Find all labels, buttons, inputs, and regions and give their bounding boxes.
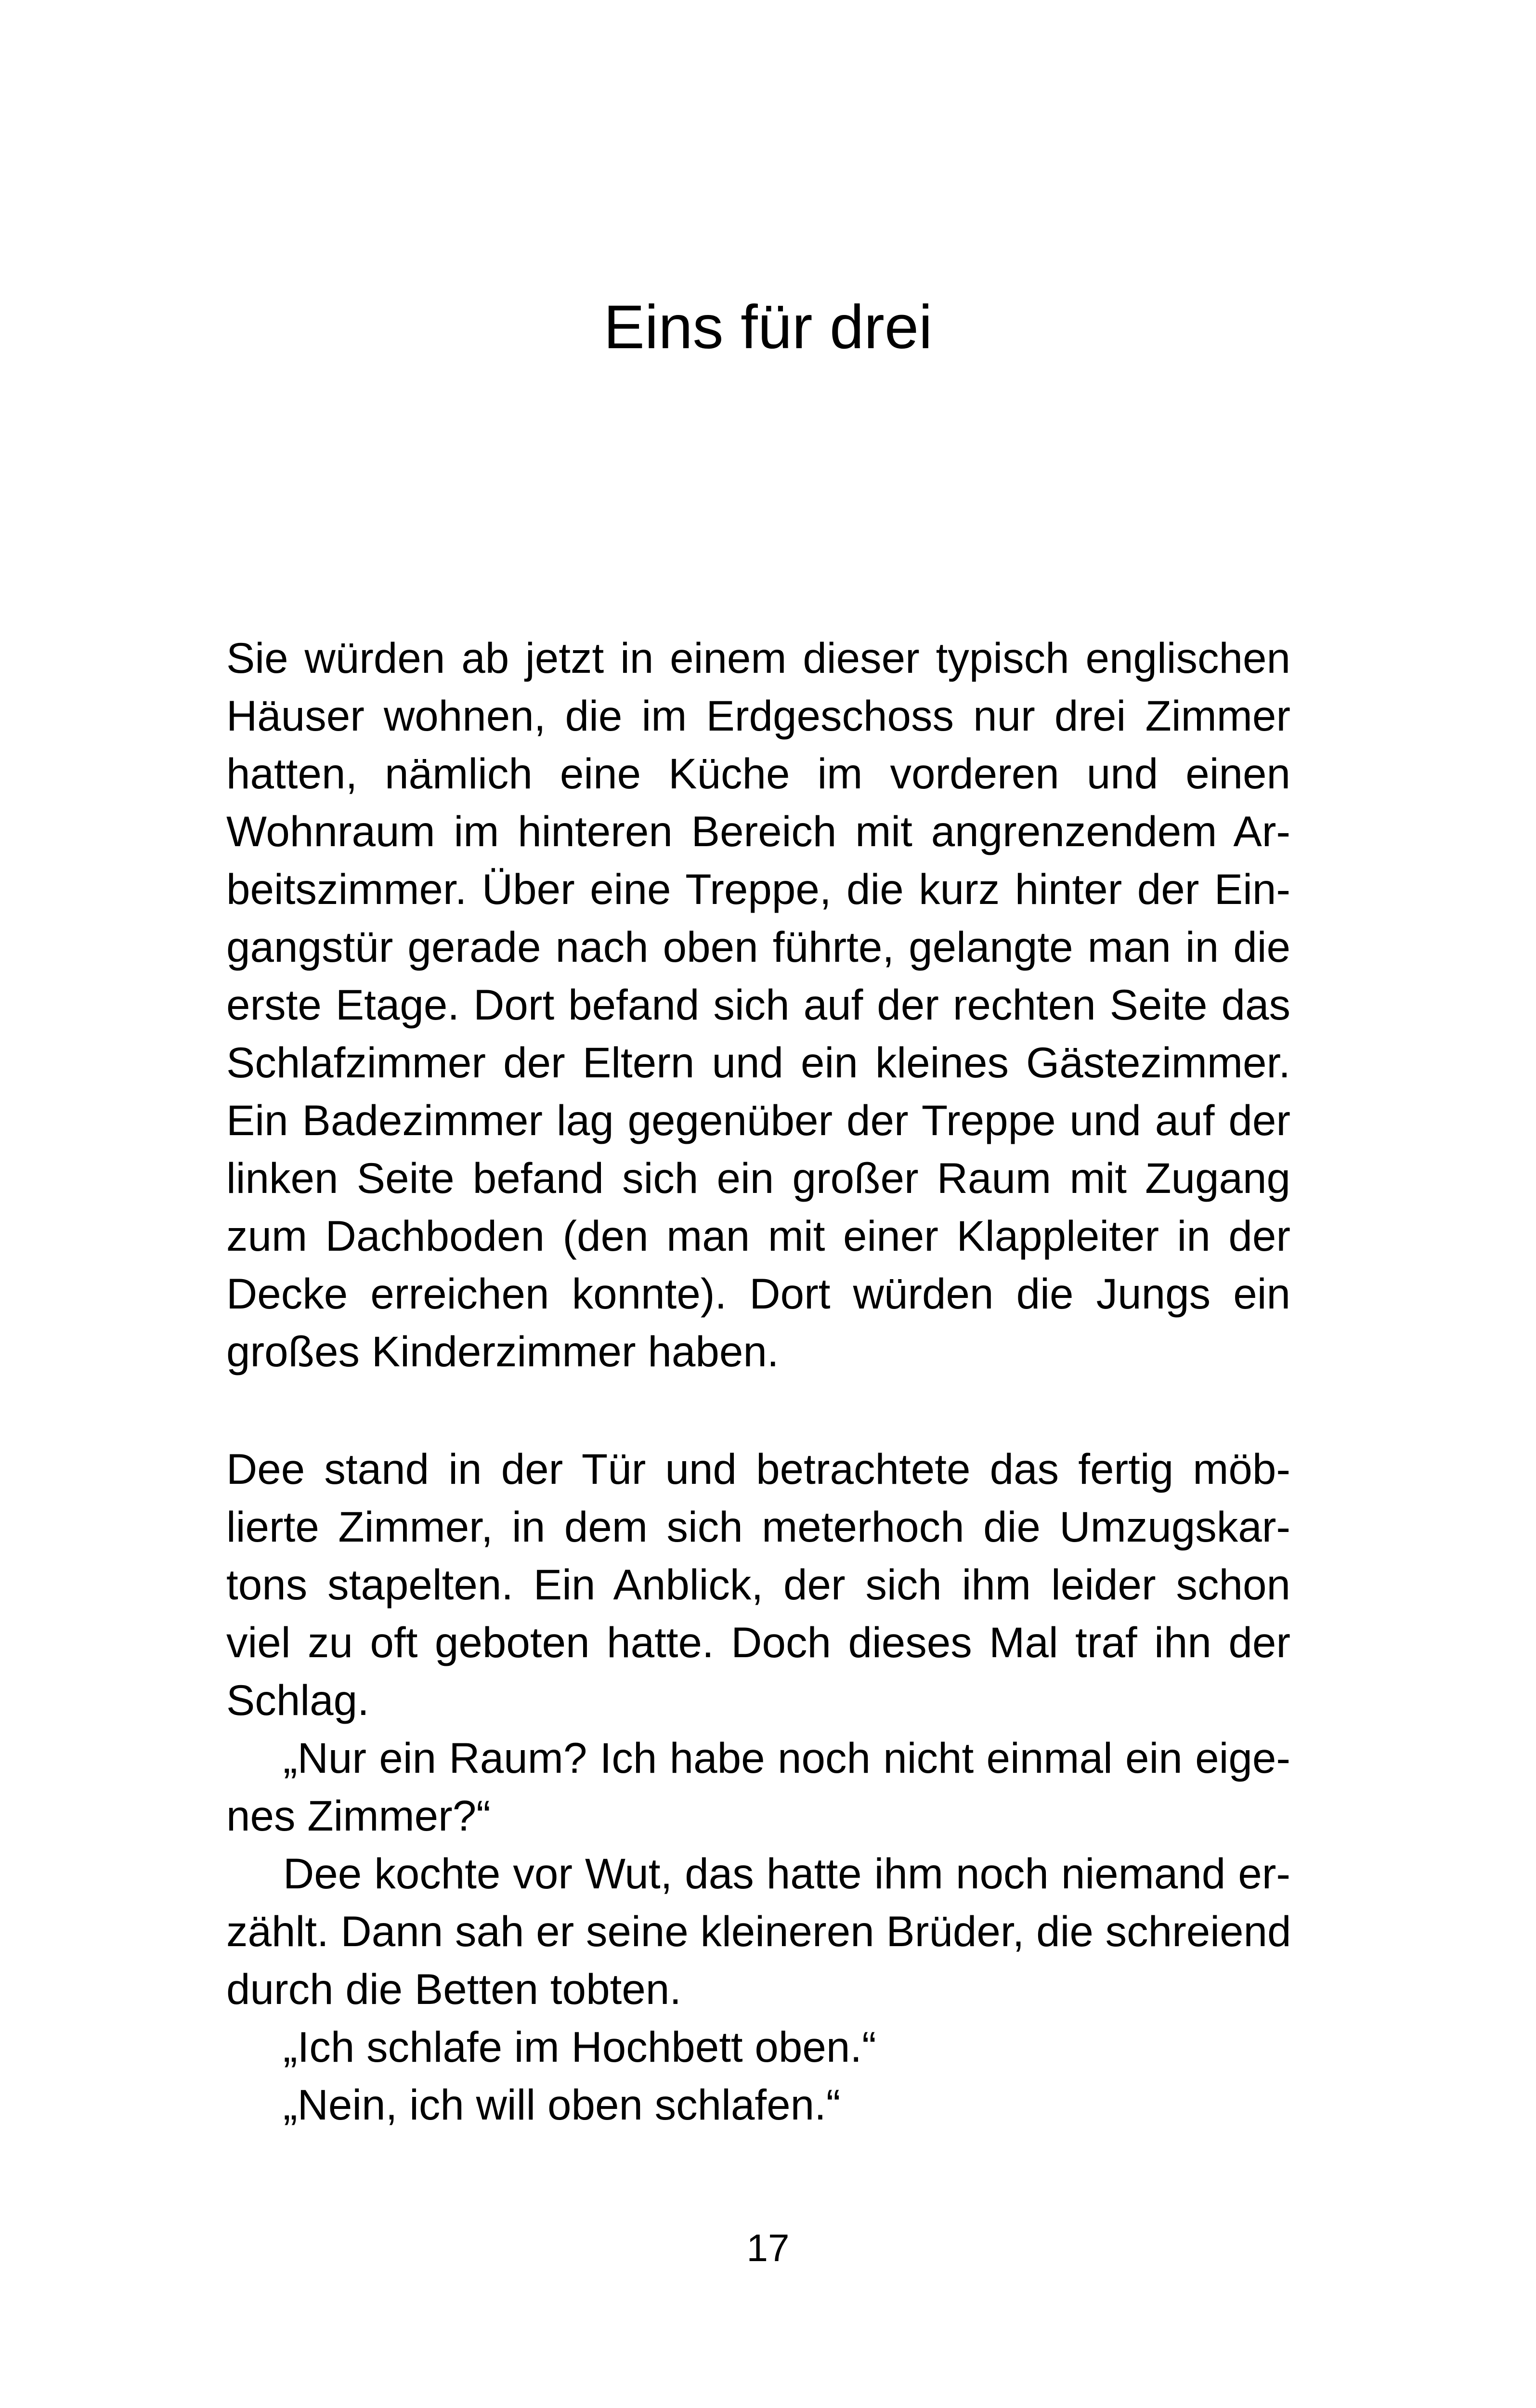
text-line: Decke erreichen konnte). Dort würden die Jungs ein xyxy=(226,1269,1290,1318)
text-line: „Ich schlafe im Hochbett oben.“ xyxy=(283,2023,876,2071)
text-line: Sie würden ab jetzt in einem dieser typisch englischen xyxy=(226,634,1290,682)
text-line: Häuser wohnen, die im Erdgeschoss nur drei Zimmer xyxy=(226,692,1290,740)
page-number: 17 xyxy=(746,2226,790,2269)
text-line: Dee stand in der Tür und betrachtete das fertig möb- xyxy=(226,1445,1290,1493)
text-line: großes Kinderzimmer haben. xyxy=(226,1327,779,1375)
text-line: durch die Betten tobten. xyxy=(226,1965,682,2013)
text-line: nes Zimmer?“ xyxy=(226,1792,491,1840)
text-line: zählt. Dann sah er seine kleineren Brüder, die schreiend xyxy=(226,1907,1291,1955)
text-line: Dee kochte vor Wut, das hatte ihm noch niemand er- xyxy=(283,1849,1290,1898)
text-line: Schlafzimmer der Eltern und ein kleines Gästezimmer. xyxy=(226,1038,1290,1086)
chapter-title: Eins für drei xyxy=(603,293,933,362)
text-line: hatten, nämlich eine Küche im vorderen und einen xyxy=(226,749,1290,798)
text-line: tons stapelten. Ein Anblick, der sich ihm leider schon xyxy=(226,1560,1290,1609)
text-line: „Nur ein Raum? Ich habe noch nicht einmal ein eige- xyxy=(283,1734,1290,1782)
text-line: „Nein, ich will oben schlafen.“ xyxy=(283,2081,841,2129)
text-line: Wohnraum im hinteren Bereich mit angrenzendem Ar- xyxy=(226,807,1290,855)
text-line: gangstür gerade nach oben führte, gelangte man in die xyxy=(226,923,1290,971)
text-line: linken Seite befand sich ein großer Raum mit Zugang xyxy=(226,1154,1290,1202)
text-line: beitszimmer. Über eine Treppe, die kurz hinter der Ein- xyxy=(226,865,1290,913)
text-line: erste Etage. Dort befand sich auf der rechten Seite das xyxy=(226,981,1290,1029)
text-line: lierte Zimmer, in dem sich meterhoch die Umzugskar- xyxy=(226,1503,1290,1551)
text-line: Ein Badezimmer lag gegenüber der Treppe und auf der xyxy=(226,1096,1290,1144)
text-line: viel zu oft geboten hatte. Doch dieses Mal traf ihn der xyxy=(226,1618,1290,1666)
text-line: Schlag. xyxy=(226,1676,369,1724)
text-line: zum Dachboden (den man mit einer Klappleiter in der xyxy=(226,1212,1290,1260)
